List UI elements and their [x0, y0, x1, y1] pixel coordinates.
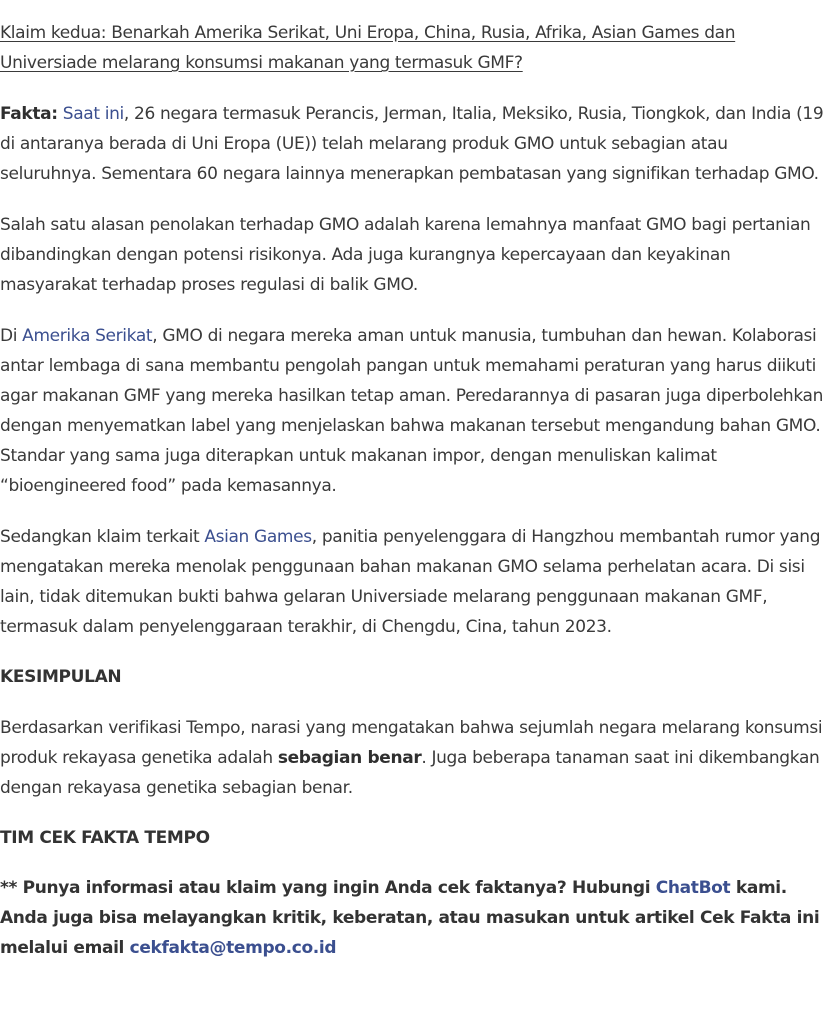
- saat-ini-link[interactable]: Saat ini: [62, 104, 124, 124]
- asian-games-prefix: Sedangkan klaim terkait: [0, 527, 205, 547]
- conclusion-prefix: Berdasarkan verifikasi Tempo, narasi yang mengatakan bahwa sejumlah negara melarang konsumsi produk rekayasa genetika adalah: [0, 718, 823, 768]
- us-prefix: Di: [0, 326, 23, 346]
- claim-heading-link[interactable]: Klaim kedua: Benarkah Amerika Serikat, Uni Eropa, China, Rusia, Afrika, Asian Games dan Universiade melarang konsumsi makanan yang termasuk GMF?: [0, 23, 736, 73]
- verdict-label: sebagian benar: [277, 748, 422, 768]
- conclusion-paragraph: [0, 713, 825, 803]
- fact-label: Fakta:: [0, 104, 58, 124]
- reason-paragraph: Salah satu alasan penolakan terhadap GMO adalah karena lemahnya manfaat GMO bagi pertanian dibandingkan dengan potensi risikonya. Ada juga kurangnya kepercayaan dan keyakinan masyarakat terhadap proses regulasi di balik GMO.: [0, 215, 811, 295]
- team-heading: TIM CEK FAKTA TEMPO: [0, 828, 210, 848]
- conclusion-heading: KESIMPULAN: [0, 667, 122, 687]
- us-text: , GMO di negara mereka aman untuk manusia, tumbuhan dan hewan. Kolaborasi antar lembaga di sana membantu pengolah pangan untuk memahami peraturan yang harus diikuti agar makanan GMF yang mereka hasilkan tetap aman. Peredarannya di pasaran juga diperbolehkan dengan menyematkan label yang menjelaskan bahwa makanan tersebut mengandung bahan GMO. Standar yang sama juga diterapkan untuk makanan impor, dengan menuliskan kalimat “bioengineered food” pada kemasannya.: [0, 326, 824, 496]
- chatbot-link[interactable]: ChatBot: [655, 878, 731, 898]
- footer-note: [0, 873, 825, 963]
- asian-games-text: , panitia penyelenggara di Hangzhou membantah rumor yang mengatakan mereka menolak penggunaan bahan makanan GMO selama perhelatan acara. Di sisi lain, tidak ditemukan bukti bahwa gelaran Universiade melarang penggunaan makanan GMF, termasuk dalam penyelenggaraan terakhir, di Chengdu, Cina, tahun 2023.: [0, 527, 821, 637]
- email-link[interactable]: cekfakta@tempo.co.id: [129, 938, 337, 958]
- fact-paragraph: [0, 99, 825, 189]
- conclusion-text: . Juga beberapa tanaman saat ini dikembangkan dengan rekayasa genetika sebagian benar.: [0, 748, 820, 798]
- fact-text: , 26 negara termasuk Perancis, Jerman, Italia, Meksiko, Rusia, Tiongkok, dan India (19 di antaranya berada di Uni Eropa (UE)) telah melarang produk GMO untuk sebagian atau seluruhnya. Sementara 60 negara lainnya menerapkan pembatasan yang signifikan terhadap GMO.: [0, 104, 824, 184]
- us-paragraph: [0, 321, 825, 501]
- footer-middle: kami. Anda juga bisa melayangkan kritik, keberatan, atau masukan untuk artikel Cek Fakta ini melalui email: [0, 878, 820, 958]
- asian-games-paragraph: [0, 522, 825, 642]
- amerika-serikat-link[interactable]: Amerika Serikat: [22, 326, 153, 346]
- asian-games-link[interactable]: Asian Games: [204, 527, 312, 547]
- footer-prefix: ** Punya informasi atau klaim yang ingin Anda cek faktanya? Hubungi: [0, 878, 656, 898]
